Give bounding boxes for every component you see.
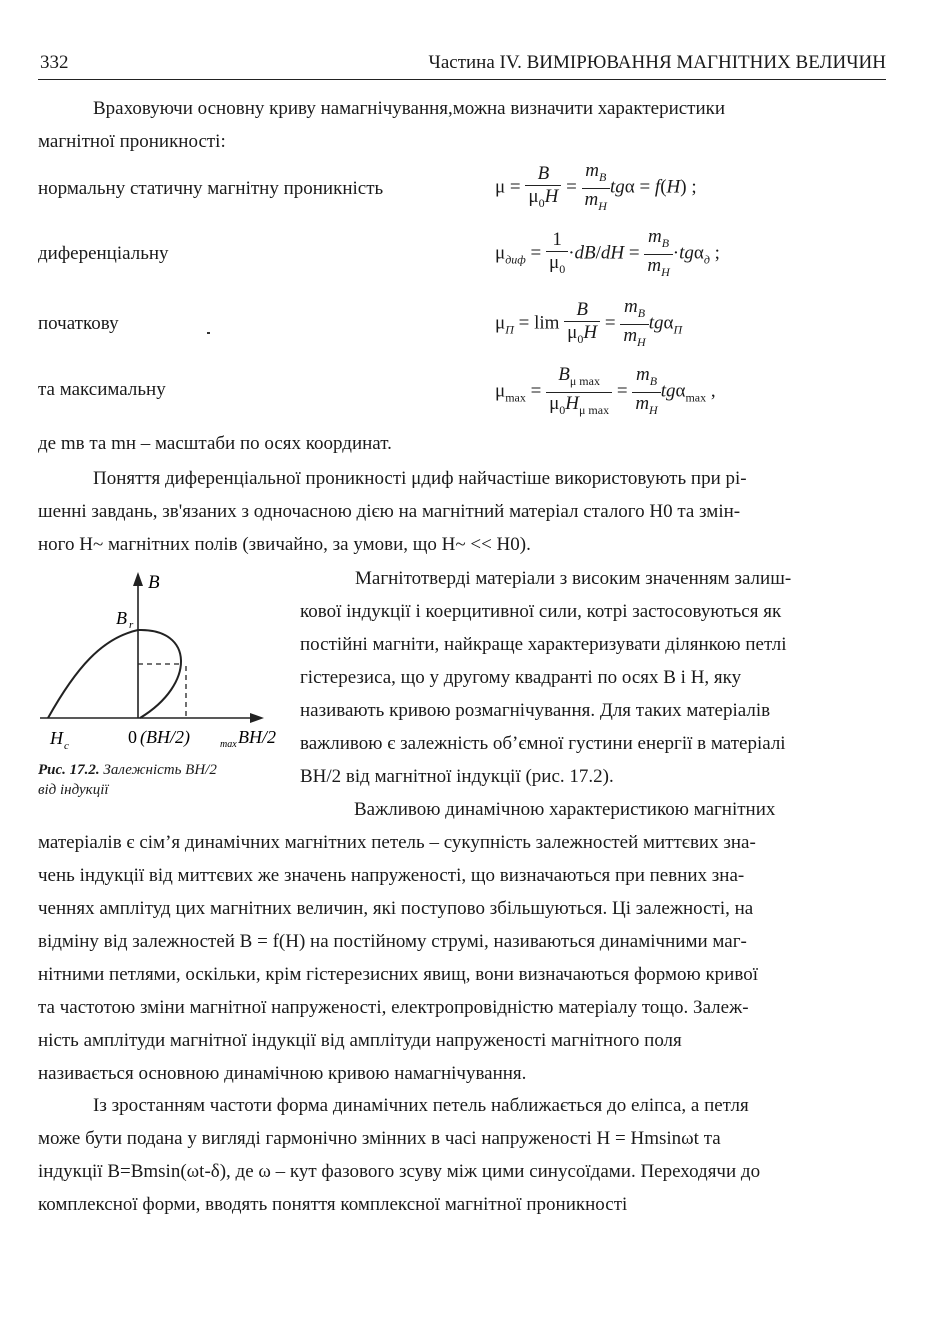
paragraph-dynamic-line-2: матеріалів є сім’я динамічних магнітних петель – сукупність залежностей миттєвих зна- <box>38 832 756 853</box>
label-maximum-permeability: та максимальну <box>38 379 166 400</box>
caption-number: Рис. 17.2. <box>38 762 100 778</box>
h-axis-arrow <box>250 713 264 723</box>
caption-line-2: від індукції <box>38 782 109 798</box>
label-differential-permeability: диференціальну <box>38 243 169 264</box>
formula-initial: $\mu_П = \lim$ $\frac{B}{\mu_0H}$ = $\frac{m_B}{m_H}$ tgα$_П$ <box>495 296 683 349</box>
paragraph-frequency-line-3: індукції B=Bmsin(ωt-δ), де ω – кут фазового зсуву між цими синусоїдами. Переходячи до <box>38 1161 761 1182</box>
running-title: Частина IV. ВИМІРЮВАННЯ МАГНІТНИХ ВЕЛИЧИН <box>428 52 886 73</box>
paragraph-hard-line-2: кової індукції і коерцитивної сили, котрі застосовуються як <box>300 601 782 622</box>
intro-line-1: Враховуючи основну криву намагнічування,можна визначити характеристики <box>93 98 726 119</box>
paragraph-dynamic-line-6: нітними петлями, оскільки, крім гістерезисних явищ, вони визначаються формою кривої <box>38 964 758 985</box>
paragraph-dynamic-line-5: відміну від залежностей B = f(H) на постійному струмі, називаються динамічними маг- <box>38 931 747 952</box>
label-origin: 0 <box>128 727 137 747</box>
formula-maximum: $\mu_{max}$ = $\frac{B_{\mu max}}{\mu_0H_{\mu max}}$ = $\frac{m_B}{m_H}$ tgα$_{max}$ , <box>495 364 716 417</box>
paragraph-differential-line-3: ного H~ магнітних полів (звичайно, за умови, що H~ << H0). <box>38 534 531 555</box>
caption-line-1: Залежність BH/2 <box>103 762 217 778</box>
label-bh-max: (BH/2) <box>140 727 190 747</box>
paragraph-dynamic-line-3: чень індукції від миттєвих же значень напруженості, що визначаються при певних зна- <box>38 865 745 886</box>
label-br-sub: r <box>129 619 134 631</box>
demagnetization-curve <box>48 630 138 718</box>
paragraph-hard-line-7: ВН/2 від магнітної індукції (рис. 17.2). <box>300 766 614 787</box>
energy-curve <box>138 630 181 718</box>
label-bh-max-sub: max <box>220 739 237 750</box>
paragraph-frequency-line-1: Із зростанням частоти форма динамічних петель наближається до еліпса, а петля <box>93 1095 749 1116</box>
paragraph-frequency <box>38 1089 886 1221</box>
paragraph-hard-line-5: називають кривою розмагнічування. Для таких матеріалів <box>300 700 771 721</box>
paragraph-dynamic <box>38 793 886 1090</box>
paragraph-hard-magnetic <box>300 562 884 793</box>
paragraph-frequency-line-2: може бути подана у вигляді гармонічно змінних в часі напруженості H = Hmsinωt та <box>38 1128 721 1149</box>
formula-differential: $\mu_{диф}$ = $\frac{1}{\mu_0}$ ·dB/dH = $\frac{m_B}{m_H}$ ·tgα$_д$ ; <box>495 226 720 279</box>
formula-normal: μ = $\frac{B}{\mu_0H}$ = $\frac{m_B}{m_H}$ tgα = f(H) ; <box>495 160 697 213</box>
label-initial-permeability: початкову <box>38 313 119 334</box>
paragraph-dynamic-line-8: ність амплітуди магнітної індукції від амплітуди напруженості магнітного поля <box>38 1030 682 1051</box>
paragraph-hard-line-4: гістерезиса, що у другому квадранті по осях B і H, яку <box>300 667 742 688</box>
paragraph-hard-line-1: Магнітотверді матеріали з високим значенням залиш- <box>355 568 792 589</box>
axis-label-bh: BH/2 <box>238 727 276 747</box>
paragraph-dynamic-line-4: ченнях амплітуд цих магнітних величин, які поступово збільшуються. Ці залежності, на <box>38 898 754 919</box>
paragraph-frequency-line-4: комплексної форми, вводять поняття комплексної магнітної проникності <box>38 1194 628 1215</box>
stray-dot <box>207 332 210 334</box>
label-hc-sub: c <box>64 740 69 752</box>
axis-label-b: B <box>148 572 160 593</box>
paragraph-hard-line-6: важливою є залежність об’ємної густини енергії в матеріалі <box>300 733 786 754</box>
paragraph-hard-line-3: постійні магніти, найкраще характеризувати ділянкою петлі <box>300 634 787 655</box>
b-axis-arrow <box>133 572 143 586</box>
paragraph-differential-line-2: шенні завдань, зв'язаних з одночасною дією на магнітний матеріал сталого H0 та змін- <box>38 501 741 522</box>
paragraph-differential <box>38 462 886 561</box>
figure-bh-dependence <box>36 568 286 758</box>
label-br: B <box>116 608 127 628</box>
paragraph-dynamic-line-1: Важливою динамічною характеристикою магнітних <box>354 799 776 820</box>
scales-note: де mв та mн – масштаби по осях координат. <box>38 433 392 454</box>
paragraph-differential-line-1: Поняття диференціальної проникності μдиф найчастіше використовують при рі- <box>93 468 747 489</box>
paragraph-dynamic-line-9: називається основною динамічною кривою намагнічування. <box>38 1063 527 1084</box>
label-normal-permeability: нормальну статичну магнітну проникність <box>38 178 384 199</box>
intro-line-2: магнітної проникності: <box>38 131 226 152</box>
paragraph-dynamic-line-7: та частотою зміни магнітної напруженості, електропровідністю матеріалу тощо. Залеж- <box>38 997 749 1018</box>
intro-paragraph <box>38 92 886 158</box>
label-hc: H <box>50 728 63 748</box>
header-rule <box>38 79 886 80</box>
page-number: 332 <box>40 52 69 73</box>
